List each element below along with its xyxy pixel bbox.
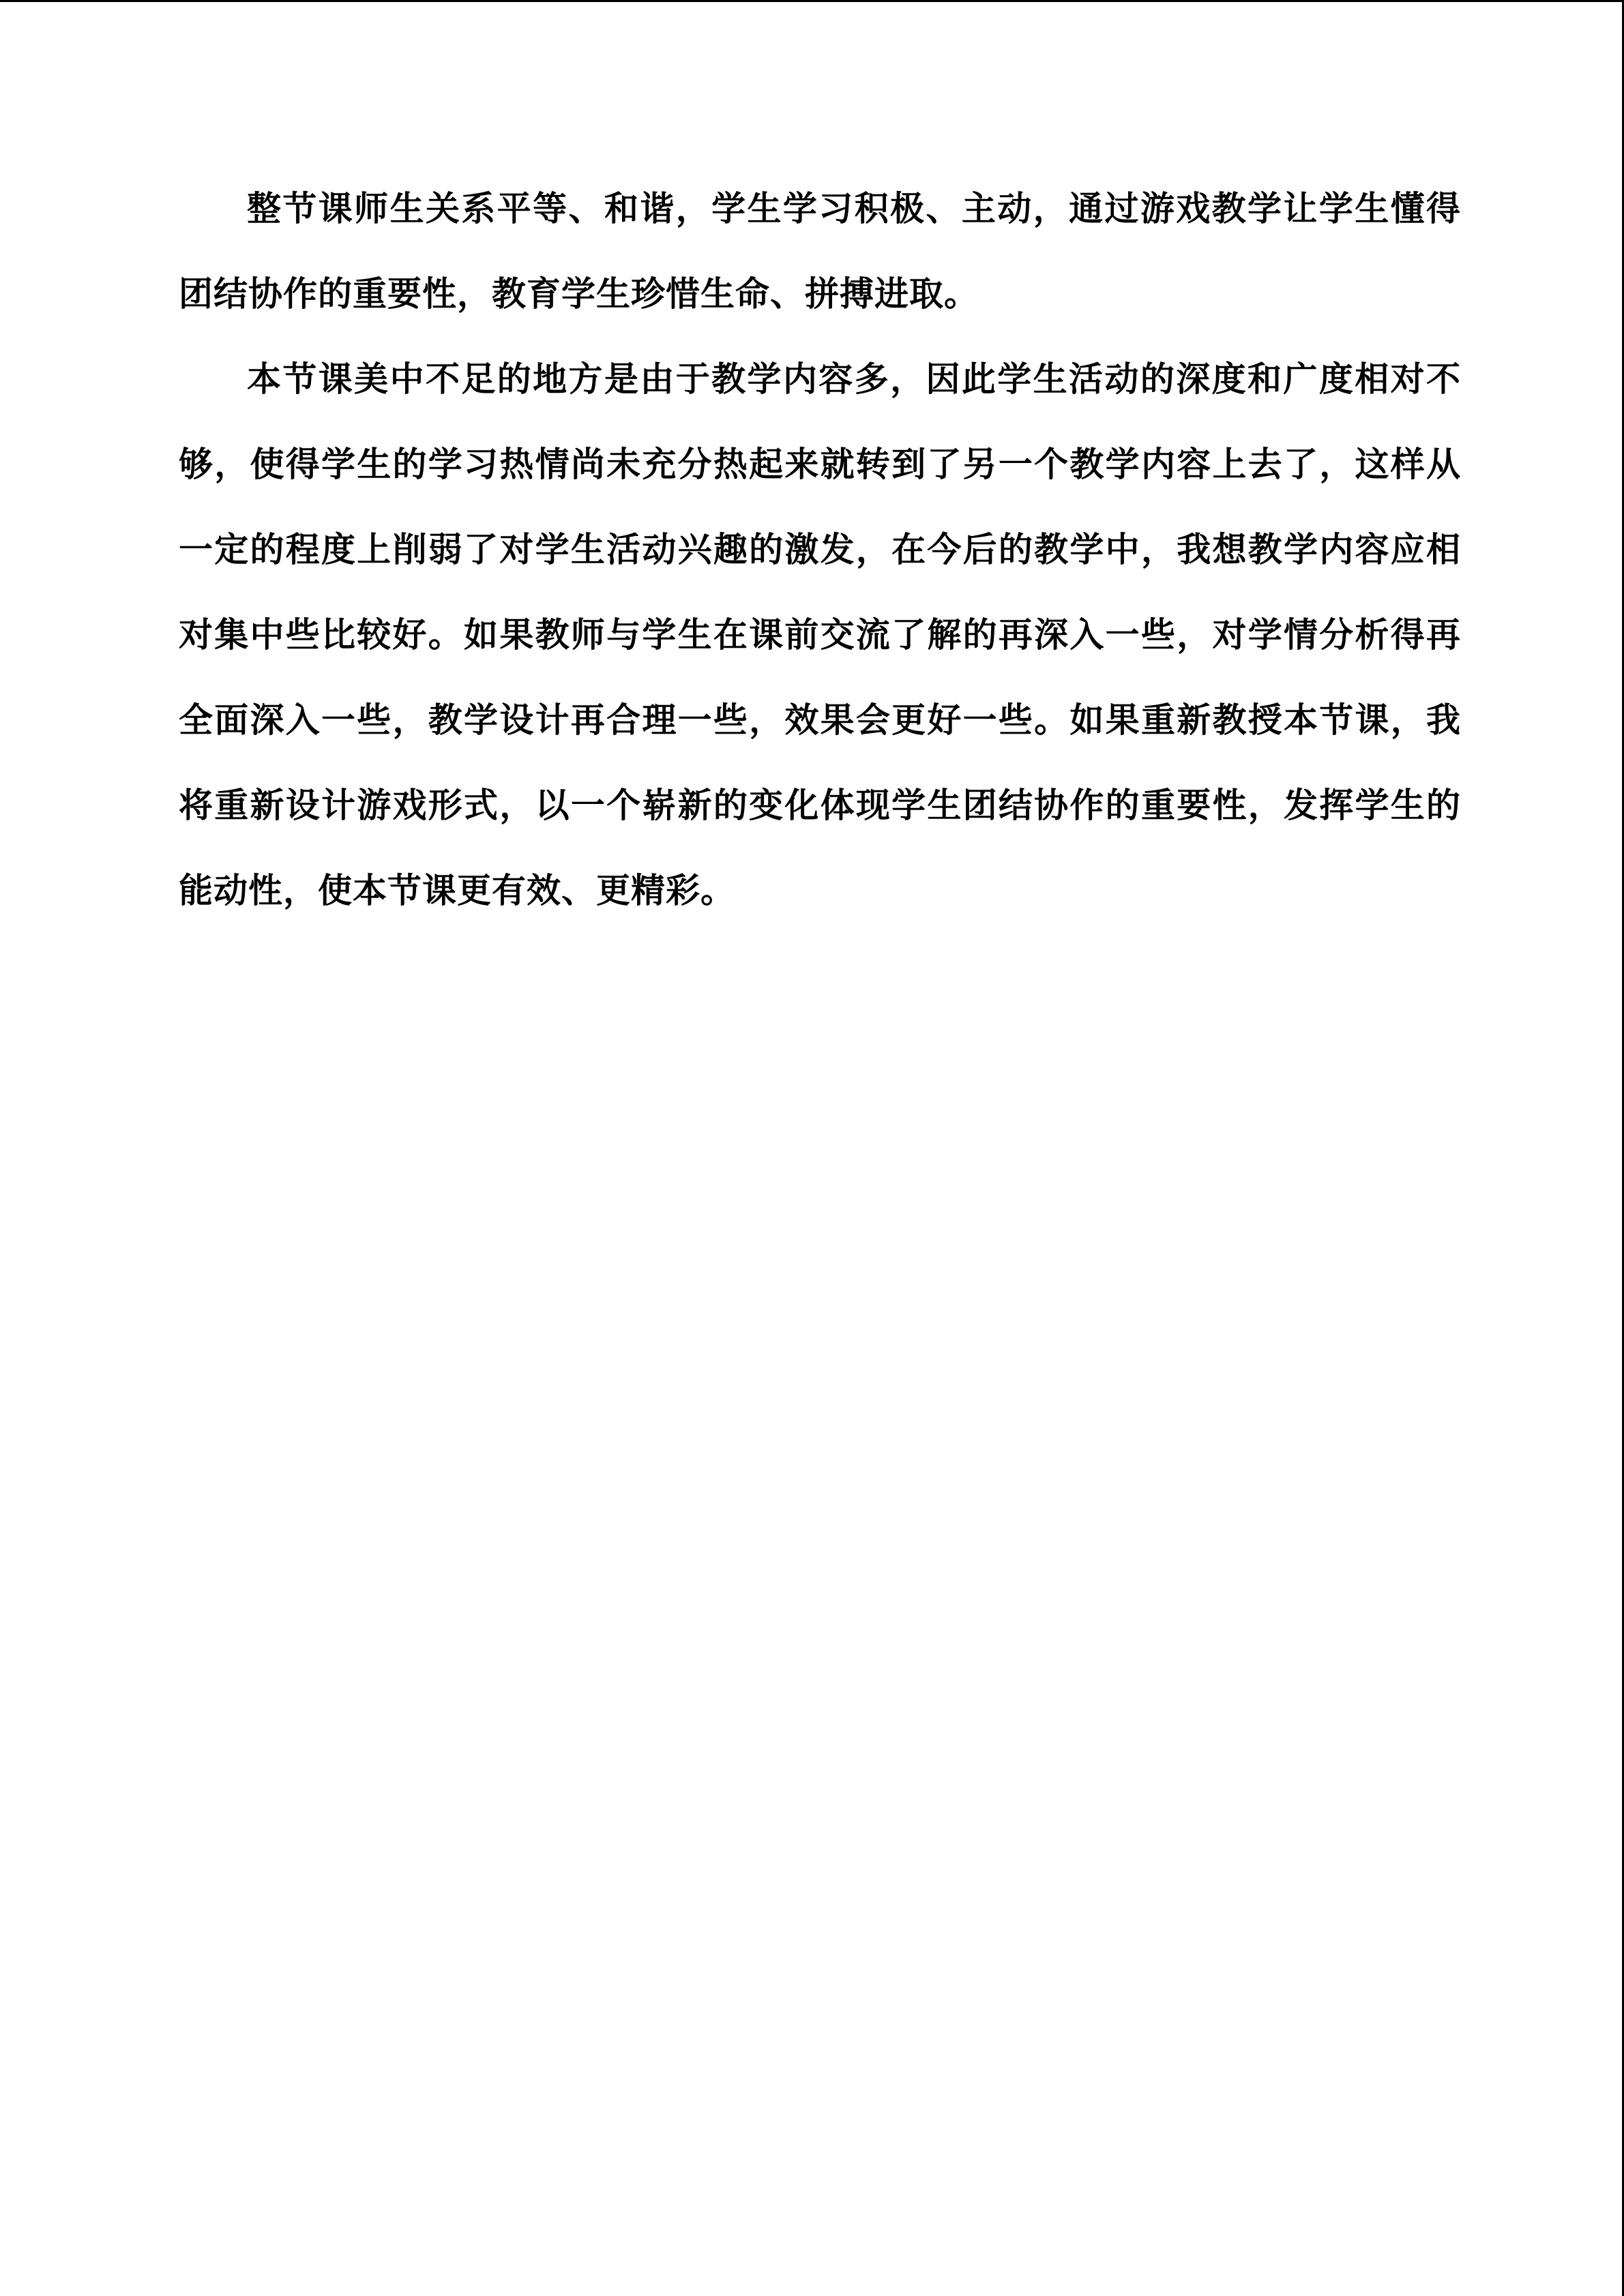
paragraph-reflection: 本节课美中不足的地方是由于教学内容多，因此学生活动的深度和广度相对不够，使得学生的学习热情尚未充分热起来就转到了另一个教学内容上去了，这样从一定的程度上削弱了对学生活动兴趣的激发，在今后的教学中，我想教学内容应相对集中些比较好。如果教师与学生在课前交流了解的再深入一些，对学情分析得再全面深入一些，教学设计再合理一些，效果会更好一些。如果重新教授本节课，我将重新设计游戏形式，以一个崭新的变化体现学生团结协作的重要性，发挥学生的能动性，使本节课更有效、更精彩。 <box>179 359 1461 910</box>
paragraph-summary: 整节课师生关系平等、和谐，学生学习积极、主动，通过游戏教学让学生懂得团结协作的重要性，教育学生珍惜生命、拼搏进取。 <box>179 188 1461 314</box>
document-body <box>179 166 1461 933</box>
